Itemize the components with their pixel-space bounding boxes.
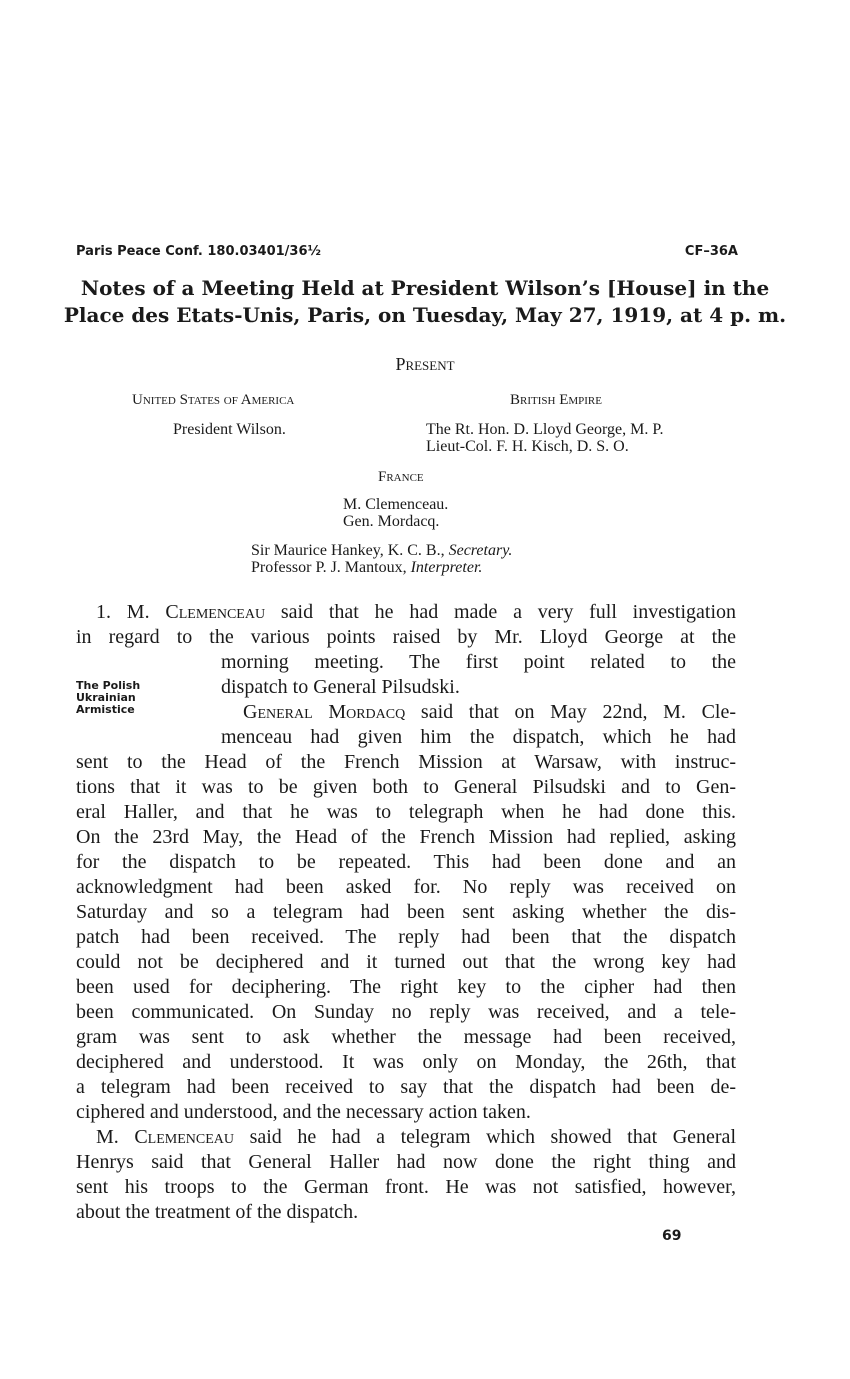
page-number: 69 (662, 1228, 682, 1244)
usa-member: President Wilson. (173, 421, 286, 438)
margin-note-line-3: Armistice (76, 703, 135, 716)
body-line: dispatch to General Pilsudski. (221, 676, 460, 698)
body-text: said that on May 22nd, M. Cle- (420, 701, 736, 723)
body-line: morning meeting. The first point related to the (221, 651, 736, 673)
body-line: in regard to the various points raised by Mr. Lloyd George at the (76, 626, 736, 648)
body-line: a telegram had been received to say that the dispatch had been de- (76, 1076, 736, 1098)
body-line: been communicated. On Sunday no reply was received, and a tele- (76, 1001, 736, 1023)
margin-note-line-2: Ukrainian (76, 691, 136, 704)
body-line: On the 23rd May, the Head of the French Mission had replied, asking (76, 826, 736, 848)
body-line: patch had been received. The reply had been that the dispatch (76, 926, 736, 948)
body-line: ciphered and understood, and the necessary action taken. (76, 1101, 531, 1123)
speaker-name: Clemenceau (165, 601, 266, 623)
body-text: said that he had made a very full investigation (280, 601, 737, 623)
body-line: Saturday and so a telegram had been sent asking whether the dis- (76, 901, 736, 923)
margin-note-line-1: The Polish (76, 679, 141, 692)
body-line: Henrys said that General Haller had now done the right thing and (76, 1151, 736, 1173)
speaker-name: General Mordacq (243, 701, 406, 723)
present-heading: Present (395, 354, 455, 374)
interpreter-name: Professor P. J. Mantoux, (251, 559, 407, 576)
secretary-name: Sir Maurice Hankey, K. C. B., (251, 542, 445, 559)
usa-label: United States of America (132, 392, 295, 408)
british-label: British Empire (510, 392, 602, 408)
body-line: gram was sent to ask whether the message had been received, (76, 1026, 736, 1048)
document-code: CF–36A (684, 244, 738, 259)
body-line (96, 1125, 736, 1149)
body-line: acknowledgment had been asked for. No reply was received on (76, 876, 736, 898)
body-line: eral Haller, and that he was to telegraph when he had done this. (76, 801, 736, 823)
body-line: deciphered and understood. It was only on Monday, the 26th, that (76, 1051, 736, 1073)
interpreter-line (251, 560, 482, 576)
body-line: sent to the Head of the French Mission at Warsaw, with instruc- (76, 751, 736, 773)
margin-note (76, 680, 196, 716)
body-line: about the treatment of the dispatch. (76, 1201, 359, 1223)
body-line: sent his troops to the German front. He was not satisfied, however, (76, 1176, 736, 1198)
british-member-2: Lieut-Col. F. H. Kisch, D. S. O. (426, 438, 629, 455)
france-member-2: Gen. Mordacq. (343, 513, 440, 530)
body-text: M. (96, 1126, 119, 1148)
speaker-name: Clemenceau (134, 1126, 235, 1148)
body-line: tions that it was to be given both to General Pilsudski and to Gen- (76, 776, 736, 798)
body-text: said he had a telegram which showed that General (249, 1126, 736, 1148)
secretary-role: Secretary. (448, 542, 513, 559)
secretary-line (251, 543, 512, 559)
paragraph-number: 1. M. (96, 601, 150, 623)
body-line: could not be deciphered and it turned out that the wrong key had (76, 951, 736, 973)
body-line: for the dispatch to be repeated. This had been done and an (76, 851, 736, 873)
body-line: been used for deciphering. The right key to the cipher had then (76, 976, 736, 998)
interpreter-role: Interpreter. (410, 559, 483, 576)
body-line: menceau had given him the dispatch, which he had (221, 726, 736, 748)
title-line-2: Place des Etats-Unis, Paris, on Tuesday, May 27, 1919, at 4 p. m. (63, 303, 787, 327)
document-reference: Paris Peace Conf. 180.03401/36½ (76, 244, 321, 259)
body-line (243, 700, 736, 724)
title-line-1: Notes of a Meeting Held at President Wilson’s [House] in the (80, 276, 770, 300)
france-member-1: M. Clemenceau. (343, 496, 449, 513)
france-label: France (378, 469, 424, 485)
british-member-1: The Rt. Hon. D. Lloyd George, M. P. (426, 421, 664, 438)
body-line (96, 600, 736, 624)
